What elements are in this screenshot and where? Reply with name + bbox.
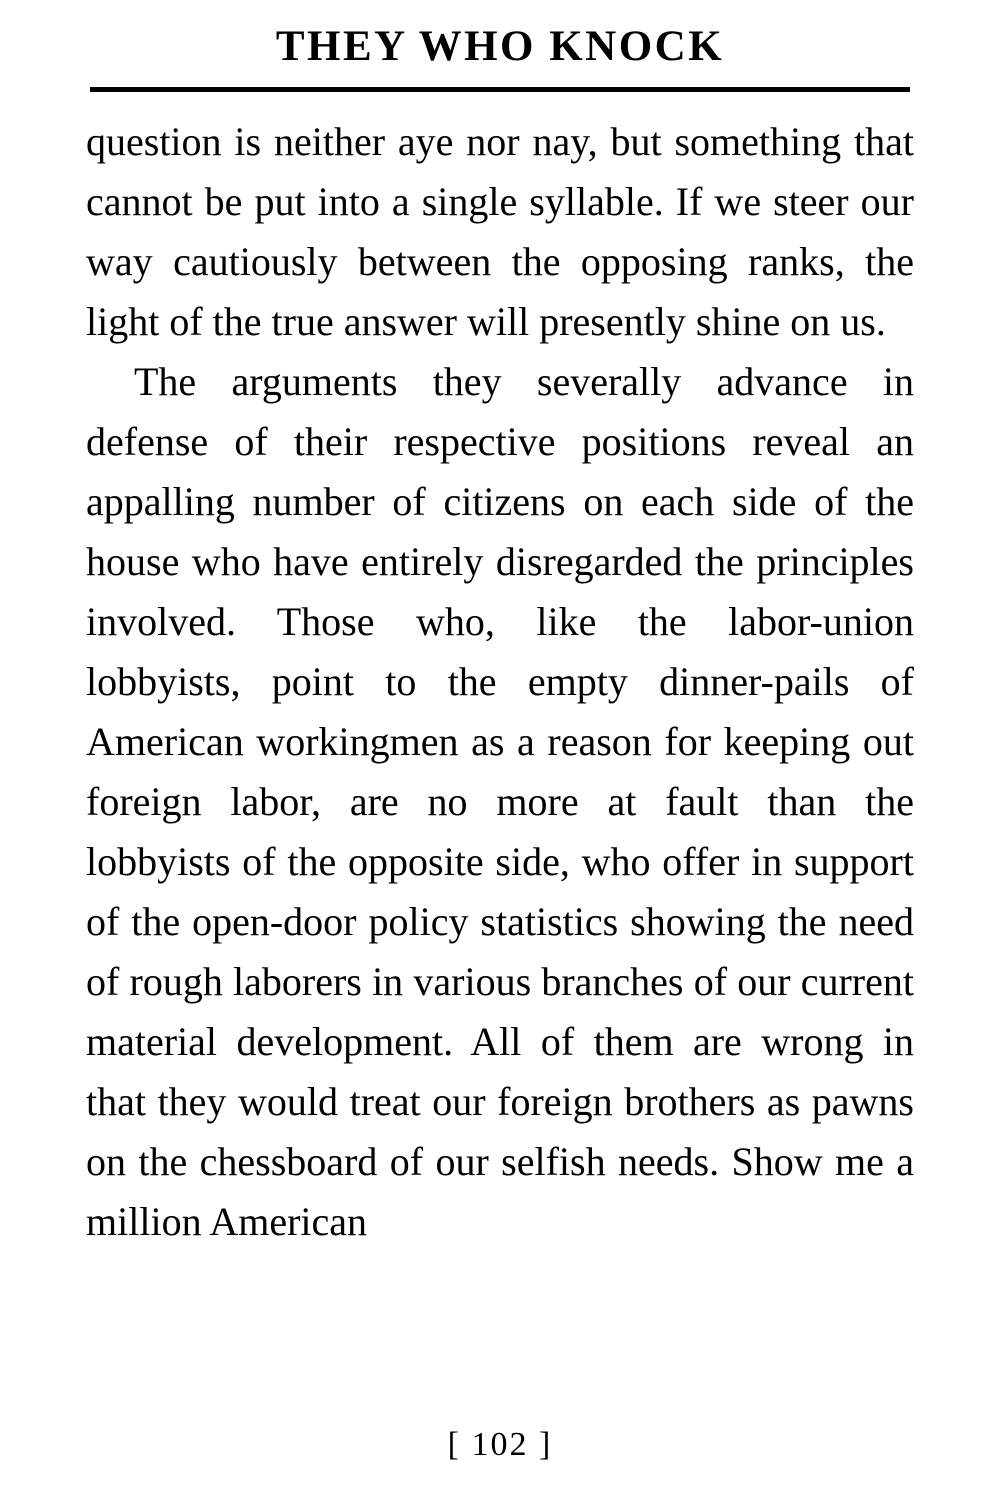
page-body: [86, 92, 914, 1252]
page-number: [ 102 ]: [447, 1426, 553, 1463]
running-head: THEY WHO KNOCK: [275, 23, 725, 70]
paragraph-2: The arguments they severally advance in defense of their respective positions reveal an appalling number of citizens on each side of the house who have entirely disregarded the principles involved. Those who, like the labor-union lobbyists, point to the empty dinner-pails of American workingmen as a reason for keeping out foreign labor, are no more at fault than the lobbyists of the opposite side, who offer in support of the open-door policy statistics showing the need of rough laborers in various branches of our current material development. All of them are wrong in that they would treat our foreign brothers as pawns on the chessboard of our selfish needs. Show me a million American: [86, 359, 914, 1244]
book-page: [0, 22, 1000, 1506]
paragraph-1: question is neither aye nor nay, but something that cannot be put into a single syllable. If we steer our way cautiously between the opposing ranks, the light of the true answer will presently shine on us.: [86, 119, 914, 344]
